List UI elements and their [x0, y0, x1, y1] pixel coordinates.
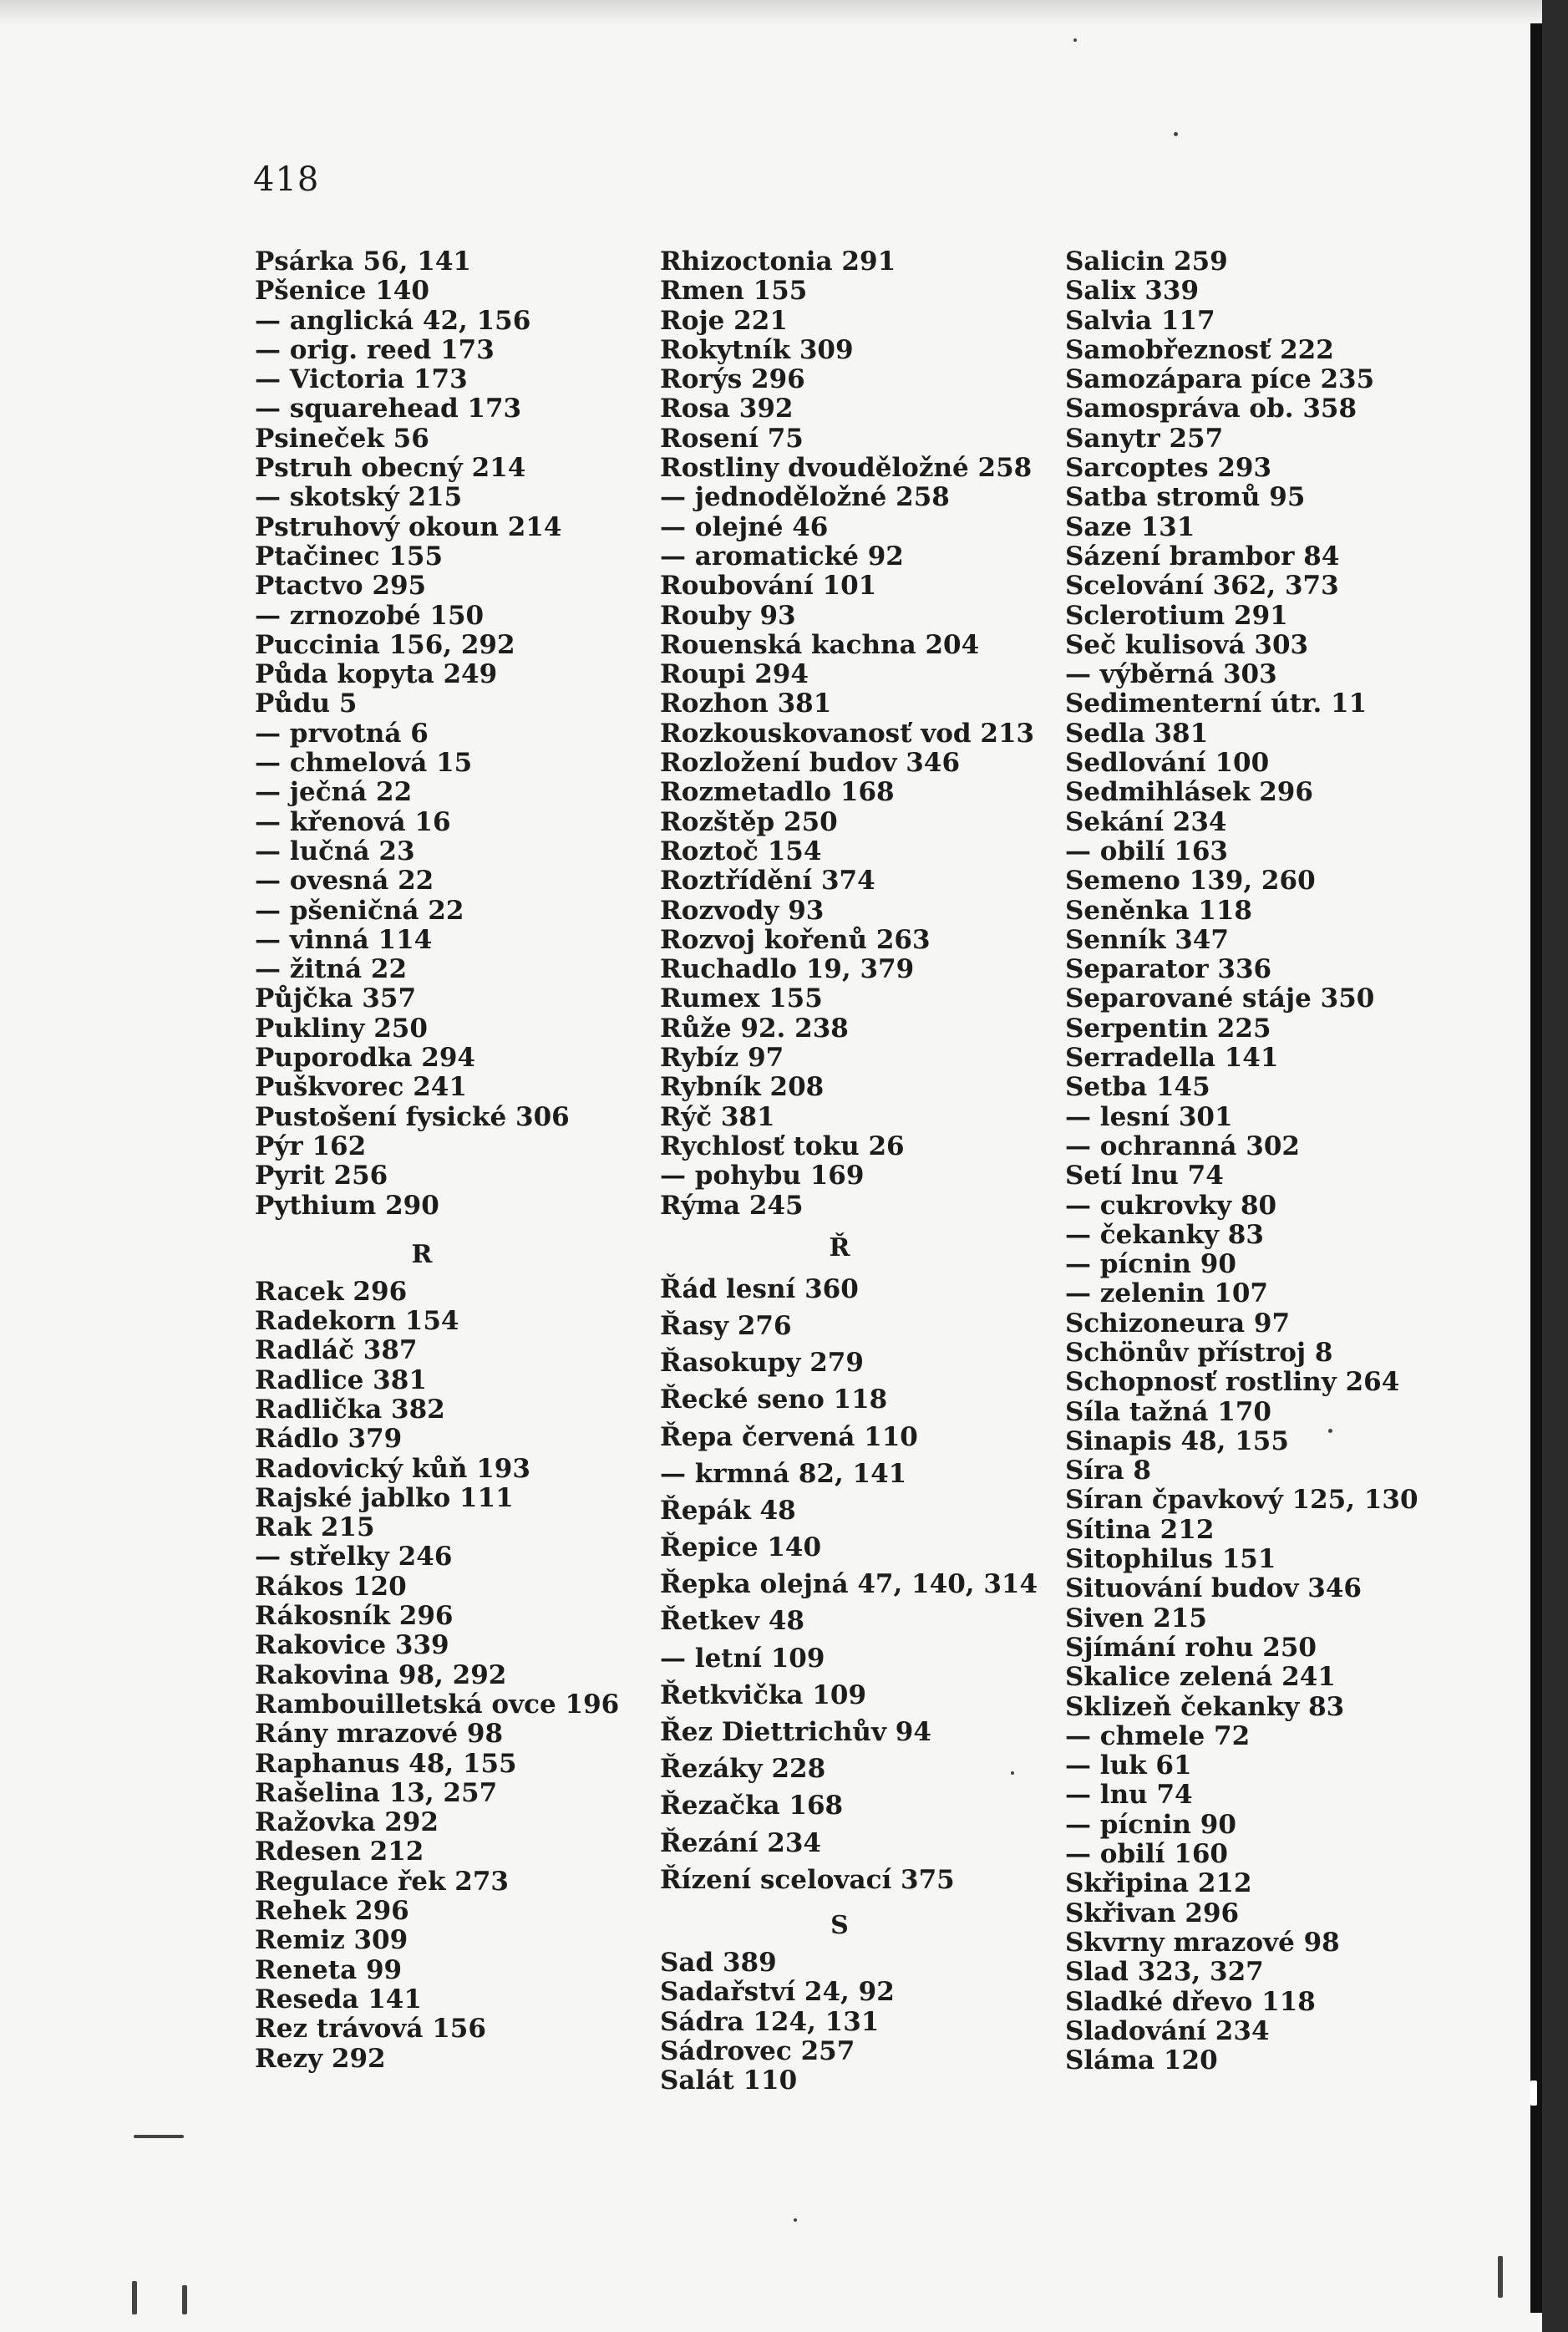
index-entry: Schopnosť rostliny 264	[1065, 1367, 1400, 1398]
index-entry: Radlice 381	[255, 1364, 427, 1395]
scan-mark	[1498, 2256, 1503, 2298]
index-group	[660, 1903, 1038, 2096]
index-entry: — zrnozobé 150	[255, 600, 485, 631]
index-entry: Setba 145	[1065, 1072, 1210, 1103]
index-entry: Serpentin 225	[1065, 1013, 1271, 1044]
index-entry: Řezání 234	[660, 1827, 821, 1858]
index-entry: — skotský 215	[255, 482, 463, 513]
index-entry: Rychlosť toku 26	[660, 1130, 905, 1161]
index-entry: — žitná 22	[255, 954, 408, 985]
index-entry: Slad 323, 327	[1065, 1957, 1264, 1988]
index-entry: Pustošení fysické 306	[255, 1101, 570, 1132]
letter-heading: Ř	[829, 1232, 850, 1263]
page-number: 418	[253, 160, 320, 199]
index-entry: Rašelina 13, 257	[255, 1777, 498, 1808]
index-entry: Síla tažná 170	[1065, 1396, 1271, 1427]
index-entry: Situování budov 346	[1065, 1573, 1362, 1604]
index-entry: Rajské jablko 111	[255, 1482, 514, 1513]
index-entry: Racek 296	[255, 1276, 408, 1307]
index-entry: Sad 389	[660, 1947, 777, 1978]
index-entry: Síran čpavkový 125, 130	[1065, 1485, 1418, 1516]
scan-speck	[1174, 132, 1178, 136]
index-entry: Sedmihlásek 296	[1065, 777, 1313, 808]
index-entry: Salicin 259	[1065, 246, 1228, 277]
index-entry: — aromatické 92	[660, 541, 904, 572]
index-entry: — pícnin 90	[1065, 1249, 1236, 1280]
index-entry: Rozhon 381	[660, 688, 832, 719]
index-entry: Rýma 245	[660, 1190, 804, 1221]
index-entry: Samobřeznosť 222	[1065, 334, 1334, 365]
index-entry: Rozvoj kořenů 263	[660, 924, 931, 955]
index-entry: Semeno 139, 260	[1065, 866, 1316, 897]
index-entry: Řetkev 48	[660, 1606, 804, 1637]
scan-mark	[134, 2135, 184, 2138]
index-entry: — ochranná 302	[1065, 1130, 1300, 1161]
index-entry: Seč kulisová 303	[1065, 629, 1309, 660]
index-entry: — výběrná 303	[1065, 659, 1277, 690]
index-entry: Rádlo 379	[255, 1424, 403, 1455]
scan-mark	[132, 2281, 137, 2314]
index-entry: — lnu 74	[1065, 1780, 1193, 1811]
index-entry: Rambouilletská ovce 196	[255, 1689, 620, 1720]
index-entry: Pukliny 250	[255, 1013, 428, 1044]
index-entry: Regulace řek 273	[255, 1866, 509, 1897]
index-entry: — cukrovky 80	[1065, 1190, 1277, 1221]
index-entry: Rozvody 93	[660, 895, 825, 926]
index-entry: Sadařství 24, 92	[660, 1977, 895, 2008]
index-entry: — lesní 301	[1065, 1101, 1233, 1132]
index-entry: — ječná 22	[255, 777, 413, 808]
scan-speck	[1073, 38, 1077, 42]
index-entry: Půda kopyta 249	[255, 659, 498, 690]
index-entry: Salvia 117	[1065, 305, 1215, 336]
index-entry: Ražovka 292	[255, 1807, 439, 1838]
index-entry: Serradella 141	[1065, 1043, 1279, 1074]
index-entry: Roupi 294	[660, 659, 809, 690]
index-entry: — olejné 46	[660, 511, 829, 542]
index-entry: Řezáky 228	[660, 1754, 826, 1785]
index-group	[1065, 247, 1418, 2075]
scan-top-shadow	[0, 0, 1568, 25]
index-entry: Roubování 101	[660, 571, 877, 602]
index-entry: Rak 215	[255, 1512, 375, 1543]
index-entry: Sekání 234	[1065, 806, 1227, 837]
index-entry: — pícnin 90	[1065, 1809, 1236, 1840]
index-entry: — luk 61	[1065, 1750, 1192, 1781]
index-entry: Řecké seno 118	[660, 1384, 888, 1415]
index-entry: Řád lesní 360	[660, 1273, 859, 1304]
index-entry: Reneta 99	[255, 1954, 403, 1985]
index-entry: — anglická 42, 156	[255, 305, 531, 336]
index-entry: Pýr 162	[255, 1130, 367, 1161]
index-entry: Sedla 381	[1065, 718, 1209, 749]
index-entry: Sclerotium 291	[1065, 600, 1288, 631]
index-entry: Rakovice 339	[255, 1630, 449, 1661]
index-entry: — pšeničná 22	[255, 895, 464, 926]
index-entry: Sitophilus 151	[1065, 1544, 1276, 1575]
index-entry: Rouenská kachna 204	[660, 629, 980, 660]
index-column-2	[660, 247, 1038, 2096]
index-entry: Salát 110	[660, 2065, 798, 2096]
index-entry: Setí lnu 74	[1065, 1161, 1224, 1191]
index-entry: Řetkvička 109	[660, 1679, 867, 1710]
index-entry: Rozložení budov 346	[660, 748, 961, 779]
index-entry: — squarehead 173	[255, 394, 522, 424]
index-entry: Ptactvo 295	[255, 571, 427, 602]
scan-speck	[794, 2218, 797, 2222]
index-entry: Rokytník 309	[660, 334, 854, 365]
index-entry: Senník 347	[1065, 924, 1229, 955]
index-entry: Roztoč 154	[660, 836, 822, 866]
index-entry: Scelování 362, 373	[1065, 571, 1339, 602]
index-entry: Rozkouskovanosť vod 213	[660, 718, 1035, 749]
index-entry: Rosa 392	[660, 394, 794, 424]
index-entry: Rybník 208	[660, 1072, 825, 1103]
index-entry: — letní 109	[660, 1643, 825, 1674]
index-entry: Řezačka 168	[660, 1791, 844, 1821]
scan-mark	[182, 2285, 187, 2314]
index-entry: Seněnka 118	[1065, 895, 1252, 926]
index-entry: Samozápara píce 235	[1065, 364, 1375, 395]
index-entry: Sanytr 257	[1065, 423, 1224, 454]
index-entry: Psárka 56, 141	[255, 246, 471, 277]
index-entry: Pythium 290	[255, 1190, 439, 1221]
index-entry: Saze 131	[1065, 511, 1195, 542]
index-entry: Raphanus 48, 155	[255, 1748, 517, 1779]
index-group	[660, 1226, 1038, 1898]
index-entry: Rakovina 98, 292	[255, 1659, 507, 1690]
index-entry: Pyrit 256	[255, 1161, 388, 1191]
index-entry: Sinapis 48, 155	[1065, 1425, 1289, 1456]
index-entry: Separované stáje 350	[1065, 983, 1375, 1014]
index-entry: — čekanky 83	[1065, 1219, 1264, 1250]
scan-right-margin	[1542, 0, 1568, 2332]
index-group	[660, 247, 1038, 1221]
index-entry: Rozmetadlo 168	[660, 777, 895, 808]
index-entry: Siven 215	[1065, 1603, 1207, 1633]
index-column-3	[1065, 247, 1418, 2075]
index-entry: Řepa červená 110	[660, 1421, 918, 1452]
index-entry: — chmelová 15	[255, 748, 473, 779]
index-entry: Síra 8	[1065, 1456, 1151, 1486]
scan-speck	[1328, 1429, 1332, 1433]
index-entry: Řasy 276	[660, 1310, 792, 1341]
index-entry: Půdu 5	[255, 688, 358, 719]
index-entry: — střelky 246	[255, 1542, 453, 1572]
index-entry: Rezy 292	[255, 2043, 386, 2074]
index-entry: — zelenin 107	[1065, 1278, 1268, 1309]
index-entry: Pstruhový okoun 214	[255, 511, 562, 542]
letter-heading: S	[830, 1910, 849, 1940]
index-entry: Řepice 140	[660, 1532, 822, 1563]
index-entry: Separator 336	[1065, 954, 1272, 985]
index-column-1	[255, 247, 619, 2074]
index-entry: Půjčka 357	[255, 983, 417, 1014]
index-entry: Sladké dřevo 118	[1065, 1986, 1316, 2017]
index-entry: Ruchadlo 19, 379	[660, 954, 915, 985]
index-entry: — obilí 163	[1065, 836, 1228, 866]
index-entry: — prvotná 6	[255, 718, 429, 749]
index-group	[255, 1232, 619, 2074]
index-entry: Rány mrazové 98	[255, 1719, 504, 1750]
index-entry: Sádra 124, 131	[660, 2006, 880, 2037]
index-entry: Sarcoptes 293	[1065, 453, 1272, 484]
index-entry: Ptačinec 155	[255, 541, 444, 572]
index-entry: Remiz 309	[255, 1925, 408, 1956]
index-entry: Sjímání rohu 250	[1065, 1632, 1317, 1663]
index-entry: Satba stromů 95	[1065, 482, 1306, 513]
index-entry: Řasokupy 279	[660, 1348, 864, 1379]
index-entry: — chmele 72	[1065, 1720, 1251, 1751]
index-entry: Rhizoctonia 291	[660, 246, 896, 277]
index-entry: Radlička 382	[255, 1394, 445, 1425]
index-entry: Rez trávová 156	[255, 2014, 486, 2045]
index-entry: Rmen 155	[660, 276, 808, 307]
index-entry: Roje 221	[660, 305, 788, 336]
index-entry: Rákos 120	[255, 1571, 407, 1602]
index-entry: Salix 339	[1065, 276, 1200, 307]
index-entry: Řepák 48	[660, 1495, 796, 1526]
index-entry: Roztřídění 374	[660, 866, 875, 897]
index-entry: — jednoděložné 258	[660, 482, 950, 513]
index-entry: Rostliny dvouděložné 258	[660, 453, 1033, 484]
index-entry: Samospráva ob. 358	[1065, 394, 1357, 424]
index-entry: Skalice zelená 241	[1065, 1662, 1336, 1693]
index-entry: Rehek 296	[255, 1896, 409, 1927]
index-entry: Puporodka 294	[255, 1043, 475, 1074]
index-entry: Skřivan 296	[1065, 1898, 1240, 1928]
index-entry: Rdesen 212	[255, 1837, 424, 1867]
index-entry: Řepka olejná 47, 140, 314	[660, 1569, 1038, 1600]
letter-heading: R	[411, 1239, 433, 1269]
index-entry: Rozštěp 250	[660, 806, 838, 837]
index-entry: Puccinia 156, 292	[255, 629, 515, 660]
index-entry: Radekorn 154	[255, 1306, 459, 1337]
index-entry: Pstruh obecný 214	[255, 453, 526, 484]
scan-right-border	[1530, 23, 1542, 2313]
scan-mark	[1530, 2081, 1537, 2106]
index-entry: Sedimenterní útr. 11	[1065, 688, 1368, 719]
index-entry: Sklizeň čekanky 83	[1065, 1691, 1345, 1722]
index-entry: Schönův přístroj 8	[1065, 1337, 1333, 1368]
index-entry: Rorýs 296	[660, 364, 805, 395]
index-entry: Sedlování 100	[1065, 748, 1270, 779]
index-entry: Rybíz 97	[660, 1043, 784, 1074]
index-entry: Reseda 141	[255, 1984, 422, 2014]
index-entry: — orig. reed 173	[255, 334, 495, 365]
index-entry: — obilí 160	[1065, 1839, 1228, 1870]
index-entry: Sladování 234	[1065, 2015, 1270, 2046]
index-entry: Skvrny mrazové 98	[1065, 1927, 1340, 1958]
index-entry: Schizoneura 97	[1065, 1308, 1291, 1339]
index-entry: Rýč 381	[660, 1101, 775, 1132]
scan-speck	[1011, 1771, 1014, 1775]
index-entry: — krmná 82, 141	[660, 1458, 907, 1489]
index-entry: Sláma 120	[1065, 2045, 1218, 2076]
index-entry: — pohybu 169	[660, 1161, 865, 1191]
index-entry: Řez Diettrichův 94	[660, 1717, 931, 1748]
index-entry: Řízení scelovací 375	[660, 1864, 955, 1895]
index-entry: — vinná 114	[255, 924, 433, 955]
index-entry: — lučná 23	[255, 836, 415, 866]
index-entry: Skřipina 212	[1065, 1868, 1252, 1899]
index-entry: — ovesná 22	[255, 866, 434, 897]
index-entry: Růže 92. 238	[660, 1013, 849, 1044]
index-entry: Puškvorec 241	[255, 1072, 467, 1103]
index-entry: Sádrovec 257	[660, 2035, 855, 2066]
index-entry: Psineček 56	[255, 423, 429, 454]
index-entry: Rouby 93	[660, 600, 796, 631]
index-entry: Radovický kůň 193	[255, 1453, 530, 1484]
index-entry: Sázení brambor 84	[1065, 541, 1340, 572]
index-entry: — křenová 16	[255, 806, 451, 837]
index-entry: Pšenice 140	[255, 276, 429, 307]
index-entry: Rosení 75	[660, 423, 804, 454]
index-entry: Rákosník 296	[255, 1601, 454, 1632]
index-entry: Sítina 212	[1065, 1514, 1215, 1545]
index-entry: Radláč 387	[255, 1335, 418, 1366]
index-group	[255, 247, 619, 1221]
index-entry: — Victoria 173	[255, 364, 468, 395]
index-entry: Rumex 155	[660, 983, 823, 1014]
